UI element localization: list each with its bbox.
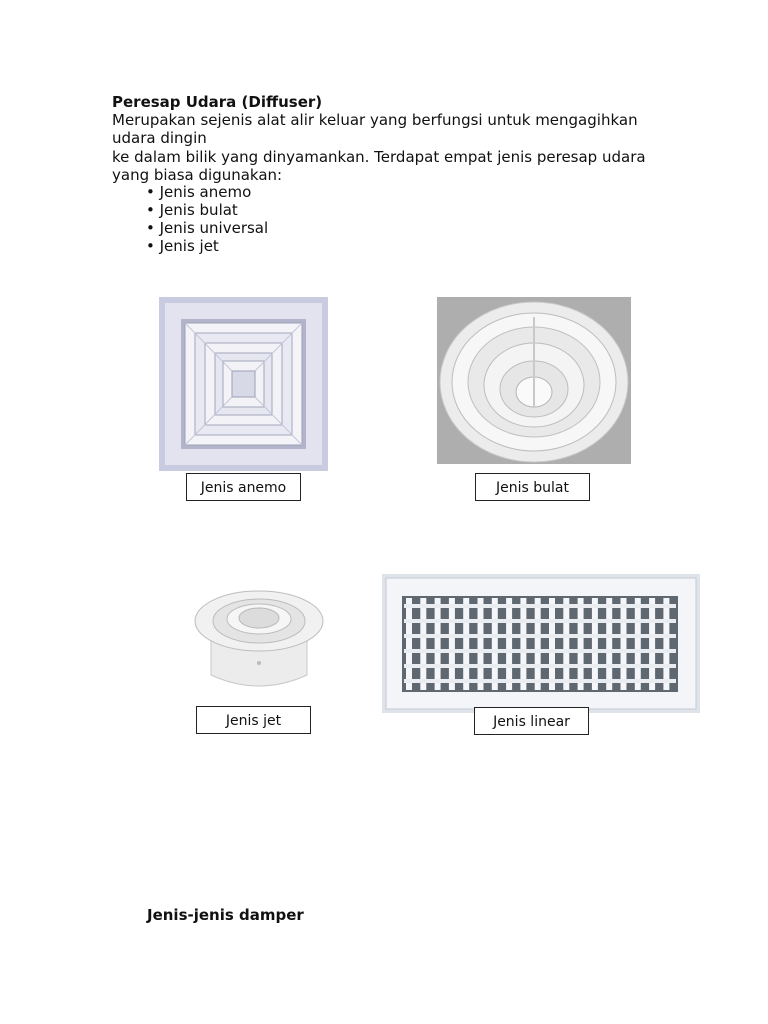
caption-bulat: Jenis bulat <box>475 473 590 501</box>
caption-linear: Jenis linear <box>474 707 589 735</box>
list-item: • Jenis universal <box>146 219 268 237</box>
jet-diffuser-image <box>193 585 326 693</box>
linear-grille-image <box>382 574 700 713</box>
round-diffuser-image <box>437 297 631 464</box>
anemo-diffuser-image <box>159 297 328 471</box>
diffuser-type-list <box>146 183 268 255</box>
document-heading: Peresap Udara (Diffuser) <box>112 93 323 111</box>
list-item: • Jenis bulat <box>146 201 268 219</box>
paragraph-line-2: ke dalam bilik yang dinyamankan. Terdapat empat jenis peresap udara yang biasa digunakan: <box>112 148 646 184</box>
caption-anemo: Jenis anemo <box>186 473 301 501</box>
paragraph-line-1: Merupakan sejenis alat alir keluar yang berfungsi untuk mengagihkan udara dingin <box>112 111 638 147</box>
list-item: • Jenis jet <box>146 237 268 255</box>
list-item: • Jenis anemo <box>146 183 268 201</box>
section-heading-damper: Jenis-jenis damper <box>147 906 304 924</box>
caption-jet: Jenis jet <box>196 706 311 734</box>
